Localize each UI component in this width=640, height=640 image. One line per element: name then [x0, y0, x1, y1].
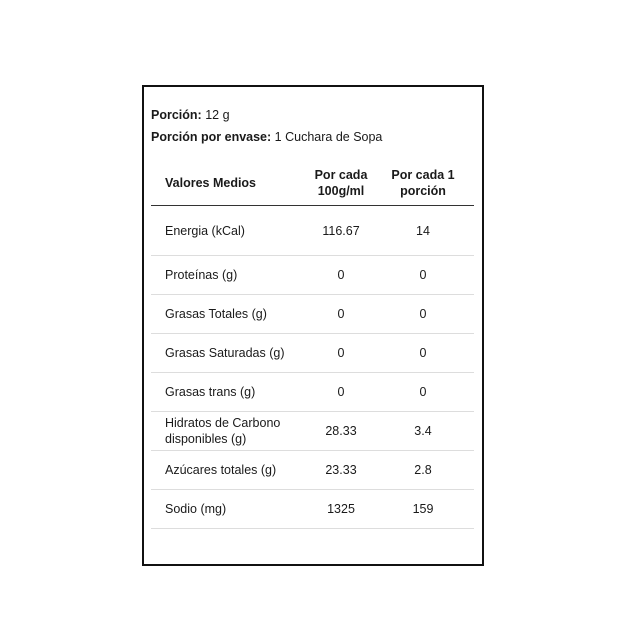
- nutrient-name: Hidratos de Carbono disponibles (g): [165, 416, 281, 446]
- value-per-portion: 0: [419, 385, 427, 399]
- header-per-portion: Por cada 1 porción: [391, 168, 455, 198]
- portion-label: Porción:: [151, 108, 202, 122]
- table-header: [151, 165, 474, 206]
- value-per-portion: 159: [412, 502, 434, 516]
- value-per-100: 28.33: [325, 424, 357, 438]
- table-row: [151, 412, 474, 451]
- nutrient-name: Sodio (mg): [165, 502, 227, 516]
- value-per-100: 116.67: [322, 223, 360, 238]
- nutrient-name: Grasas trans (g): [165, 385, 256, 399]
- value-per-100: 1325: [327, 502, 355, 516]
- table-row: [151, 206, 474, 256]
- nutrition-facts-panel: [142, 85, 484, 566]
- portions-per-pack-label: Porción por envase:: [151, 130, 272, 144]
- value-per-100: 0: [337, 307, 345, 321]
- nutrient-name: Grasas Totales (g): [165, 307, 267, 321]
- value-per-100: 0: [337, 346, 345, 360]
- value-per-100: 23.33: [325, 463, 357, 477]
- value-per-portion: 3.4: [414, 424, 432, 438]
- nutrient-name: Proteínas (g): [165, 268, 238, 282]
- table-row: [151, 490, 474, 529]
- table-row: [151, 373, 474, 412]
- value-per-portion: 0: [419, 346, 427, 360]
- value-per-portion: 0: [419, 268, 427, 282]
- value-per-portion: 14: [416, 223, 430, 238]
- portions-per-pack-line: [151, 129, 382, 145]
- nutrient-name: Grasas Saturadas (g): [165, 346, 285, 360]
- value-per-100: 0: [337, 385, 345, 399]
- table-row: [151, 295, 474, 334]
- table-body: [151, 206, 474, 529]
- nutrient-name: Energia (kCal): [165, 223, 245, 238]
- nutrition-table: [151, 165, 474, 529]
- table-row: [151, 451, 474, 490]
- portion-value: 12 g: [205, 108, 230, 122]
- header-per-100: Por cada 100g/ml: [314, 168, 368, 198]
- portions-per-pack-value: 1 Cuchara de Sopa: [274, 130, 383, 144]
- value-per-100: 0: [337, 268, 345, 282]
- value-per-portion: 0: [419, 307, 427, 321]
- table-row: [151, 334, 474, 373]
- portion-line: [151, 107, 230, 123]
- value-per-portion: 2.8: [414, 463, 432, 477]
- nutrient-name: Azúcares totales (g): [165, 463, 277, 477]
- header-nutrient: Valores Medios: [165, 176, 257, 190]
- table-row: [151, 256, 474, 295]
